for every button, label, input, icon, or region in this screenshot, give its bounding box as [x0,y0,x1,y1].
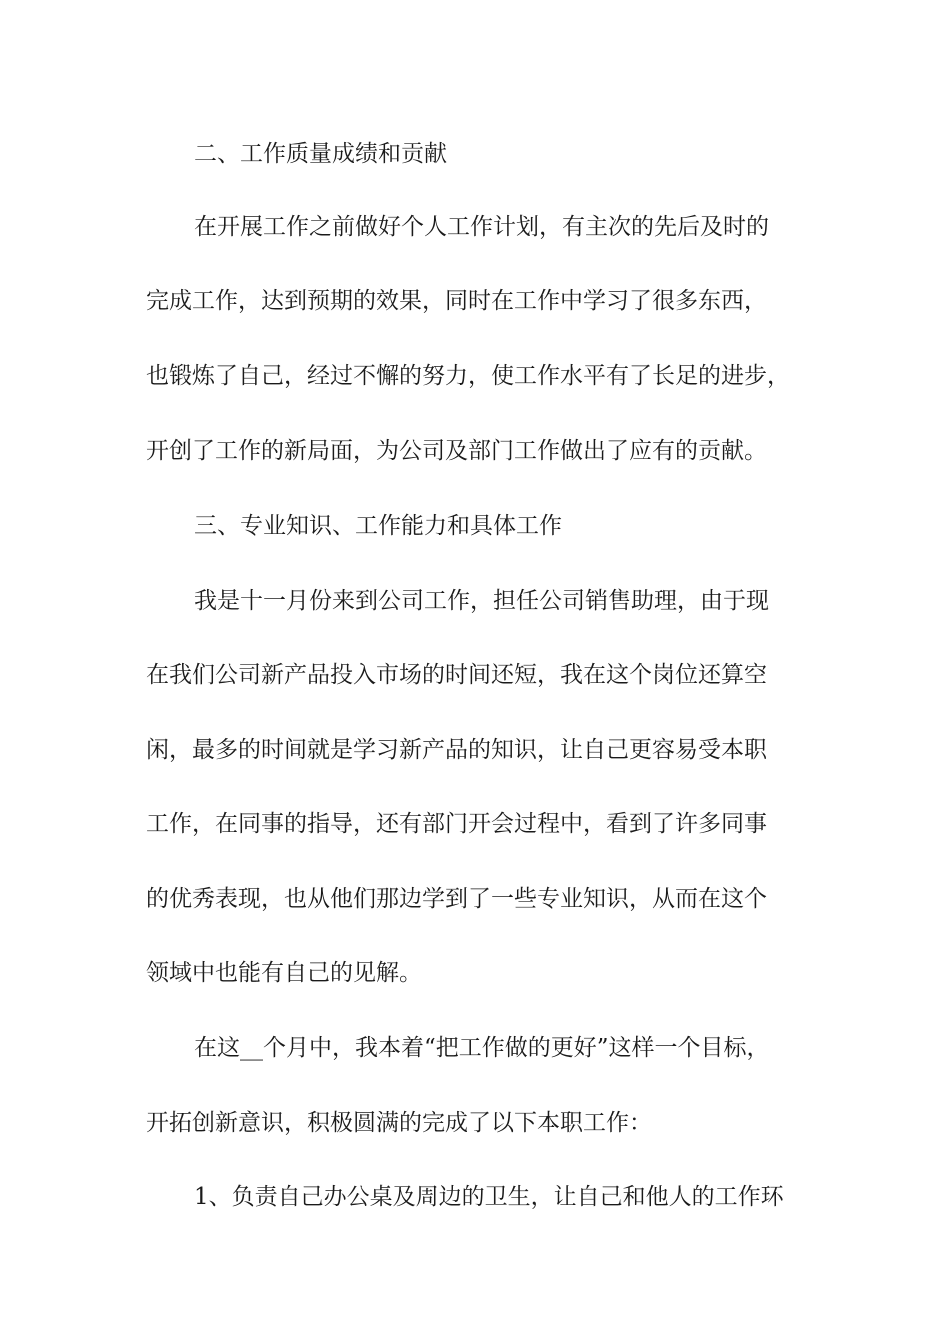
paragraph-line: 在这__个月中，我本着“把工作做的更好”这样一个目标， [194,1035,770,1061]
paragraph-line: 在我们公司新产品投入市场的时间还短，我在这个岗位还算空 [146,662,767,688]
paragraph-line: 我是十一月份来到公司工作，担任公司销售助理，由于现 [194,588,769,614]
paragraph-line: 完成工作，达到预期的效果，同时在工作中学习了很多东西， [146,288,767,314]
list-item-line: 1、负责自己办公桌及周边的卫生，让自己和他人的工作环 [194,1184,784,1210]
section-heading-2: 二、工作质量成绩和贡献 [194,141,447,167]
paragraph-line: 工作，在同事的指导，还有部门开会过程中，看到了许多同事 [146,811,767,837]
paragraph-line: 开拓创新意识，积极圆满的完成了以下本职工作： [146,1110,652,1136]
paragraph-line: 的优秀表现，也从他们那边学到了一些专业知识，从而在这个 [146,886,767,912]
section-heading-3: 三、专业知识、工作能力和具体工作 [194,513,562,539]
paragraph-line: 开创了工作的新局面，为公司及部门工作做出了应有的贡献。 [146,438,767,464]
paragraph-line: 领域中也能有自己的见解。 [146,960,422,986]
paragraph-line: 也锻炼了自己，经过不懈的努力，使工作水平有了长足的进步， [146,363,790,389]
paragraph-line: 在开展工作之前做好个人工作计划，有主次的先后及时的 [194,214,769,240]
paragraph-line: 闲，最多的时间就是学习新产品的知识，让自己更容易受本职 [146,737,767,763]
